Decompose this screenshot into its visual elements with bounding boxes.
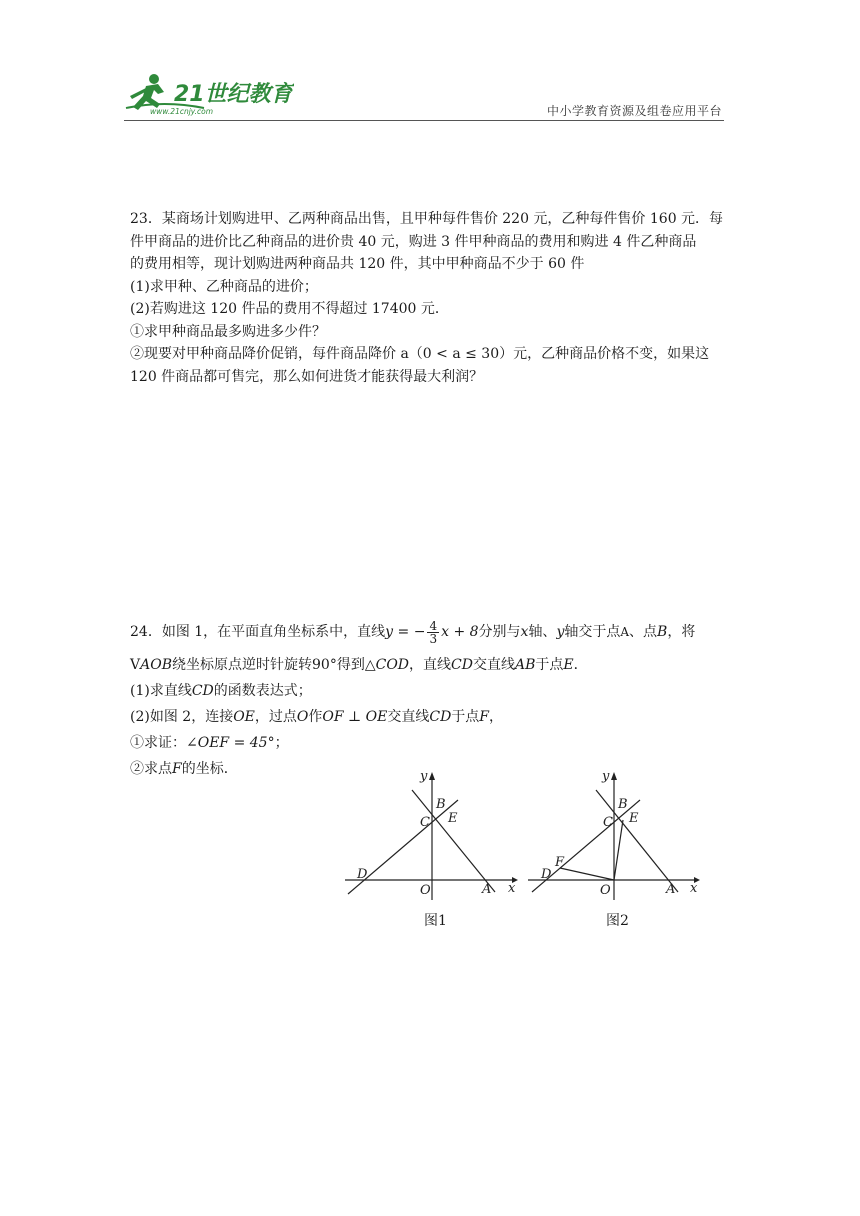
q23-line-5: (2)若购进这 120 件品的费用不得超过 17400 元． (130, 301, 449, 317)
21cnjy-logo (124, 70, 294, 116)
fraction-4-3: $\frac{4}{3}$ (429, 618, 438, 646)
q23-line-8: 120 件商品都可售完，那么如何进货才能获得最大利润？ (130, 368, 484, 385)
q23-line-1: 23．某商场计划购进甲、乙两种商品出售，且甲种每件售价 220 元，乙种每件售价 160 元．每 (130, 211, 724, 227)
label-B: B (618, 797, 628, 812)
label-y: y (420, 769, 428, 784)
label-F: F (555, 855, 565, 870)
question-24 (130, 612, 740, 782)
label-D: D (541, 867, 552, 882)
y-axis-arrow-icon (429, 772, 435, 780)
svg-text:21世纪教育: 21世纪教育 (174, 82, 293, 107)
page-header (124, 70, 724, 118)
q23-line-4: (1)求甲种、乙种商品的进价； (130, 278, 318, 295)
figure-1 (340, 768, 520, 908)
line-AB (412, 790, 495, 892)
q23-line-2: 件甲商品的进价比乙种商品的进价贵 40 元，购进 3 件甲种商品的费用和购进 4 件乙种商品 (130, 233, 697, 250)
label-E: E (448, 811, 458, 826)
y-axis-arrow-icon (611, 772, 617, 780)
label-C: C (603, 815, 613, 830)
q24-line-5: ①求证： ∠OEF = 45° ； (130, 735, 289, 751)
label-A: A (482, 882, 492, 897)
q24-line-1: 24．如图 1，在平面直角坐标系中，直线 y = − $\frac{4}{3}$ x + 8 分别与 x 轴、 y 轴交于点 A 、点 B ，将 (130, 618, 696, 646)
q23-line-3: 的费用相等，现计划购进两种商品共 120 件，其中甲种商品不少于 60 件 (130, 256, 585, 272)
label-x: x (690, 881, 698, 896)
q23-line-7: ②现要对甲种商品降价促销，每件商品降价 a（0 < a ≤ 30）元，乙种商品价格不变，如果这 (130, 346, 710, 362)
figure-1-caption: 图1 (424, 913, 447, 929)
header-divider (124, 120, 724, 121)
q24-line-6: ②求点 F 的坐标． (130, 761, 238, 777)
svg-text:www.21cnjy.com: www.21cnjy.com (150, 107, 214, 116)
q24-line-3: (1)求直线 CD 的函数表达式； (130, 683, 312, 699)
platform-name: 中小学教育资源及组卷应用平台 (546, 104, 722, 118)
label-B: B (436, 797, 446, 812)
label-O: O (420, 883, 431, 898)
figure-2 (526, 768, 706, 908)
label-E: E (629, 811, 639, 826)
question-23 (130, 208, 740, 388)
segment-OE (614, 820, 623, 880)
label-x: x (508, 881, 516, 896)
label-A: A (666, 882, 676, 897)
line-AB (596, 790, 678, 892)
label-O: O (600, 883, 611, 898)
q24-line-4: (2)如图 2，连接 OE ，过点 O 作 OF ⊥ OE 交直线 CD 于点 F ， (130, 709, 504, 725)
q23-line-6: ①求甲种商品最多购进多少件？ (130, 323, 326, 340)
figure-2-caption: 图2 (606, 913, 629, 929)
label-D: D (357, 867, 368, 882)
label-C: C (420, 815, 430, 830)
segment-OF (560, 868, 614, 880)
label-y: y (602, 769, 610, 784)
q24-line-2: V AOB 绕坐标原点逆时针旋转90°得到△ COD ，直线 CD 交直线 AB 于点 E ． (130, 657, 588, 673)
